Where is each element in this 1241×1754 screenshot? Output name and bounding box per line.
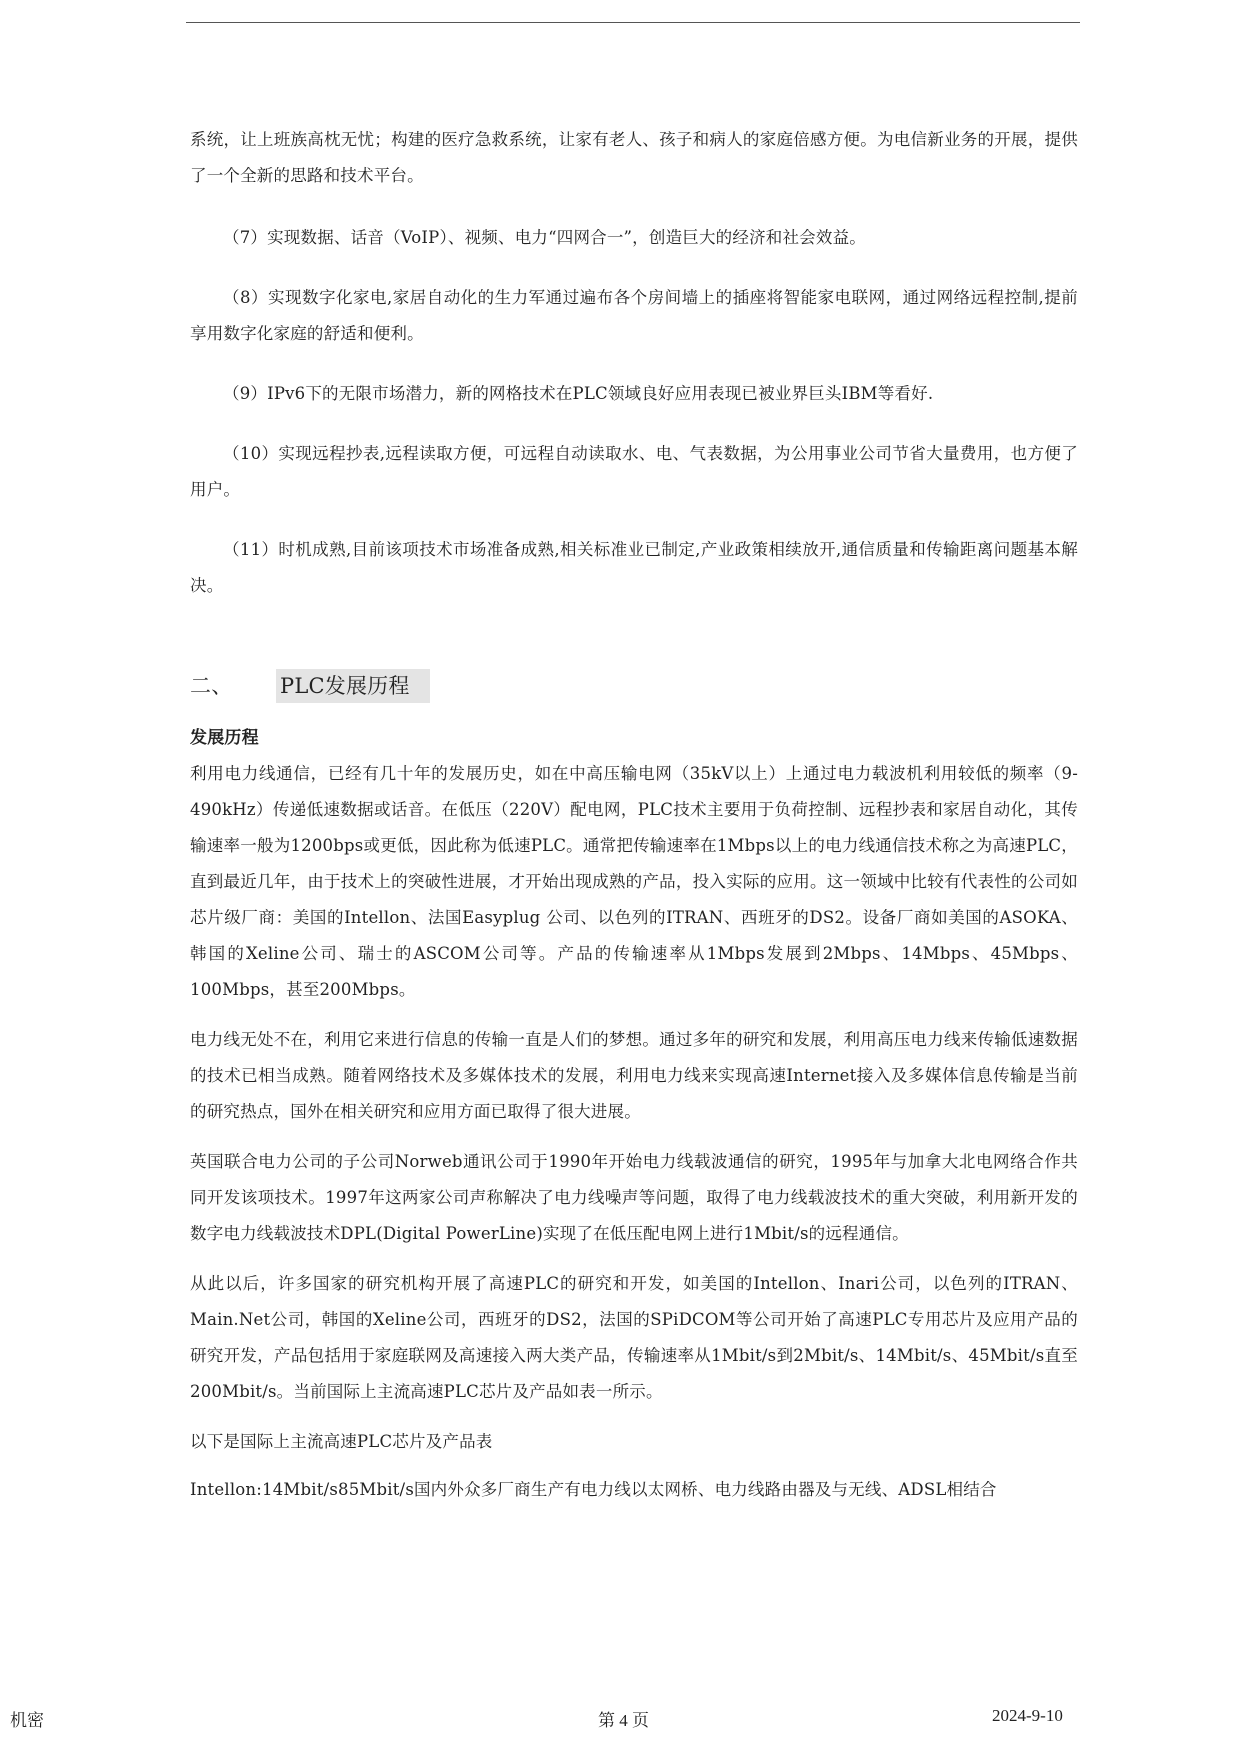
- paragraph-intro: 系统，让上班族高枕无忧；构建的医疗急救系统，让家有老人、孩子和病人的家庭倍感方便。为电信新业务的开展，提供了一个全新的思路和技术平台。: [190, 130, 1078, 185]
- section-number: 二、: [190, 674, 233, 698]
- body-paragraph: Intellon:14Mbit/s85Mbit/s国内外众多厂商生产有电力线以太网桥、电力线路由器及与无线、ADSL相结合: [190, 1480, 997, 1499]
- section-heading: [190, 668, 1078, 704]
- list-item-10: （10）实现远程抄表,远程读取方便，可远程自动读取水、电、气表数据，为公用事业公司节省大量费用，也方便了用户。: [190, 444, 1078, 499]
- subheading: 发展历程: [190, 728, 259, 748]
- document-body: [190, 122, 1078, 1522]
- footer-confidential: 机密: [10, 1711, 44, 1730]
- footer-date: 2024-9-10: [992, 1706, 1063, 1725]
- body-paragraph: 电力线无处不在，利用它来进行信息的传输一直是人们的梦想。通过多年的研究和发展，利用高压电力线来传输低速数据的技术已相当成熟。随着网络技术及多媒体技术的发展，利用电力线来实现高速Internet接入及多媒体信息传输是当前的研究热点，国外在相关研究和应用方面已取得了很大进展。: [190, 1030, 1078, 1121]
- list-item-11: （11）时机成熟,目前该项技术市场准备成熟,相关标准业已制定,产业政策相续放开,通信质量和传输距离问题基本解决。: [190, 540, 1078, 595]
- page-footer: [0, 1706, 1241, 1730]
- body-paragraph: 利用电力线通信，已经有几十年的发展历史，如在中高压输电网（35kV以上）上通过电力载波机利用较低的频率（9-490kHz）传递低速数据或话音。在低压（220V）配电网，PLC技术主要用于负荷控制、远程抄表和家居自动化，其传输速率一般为1200bps或更低，因此称为低速PLC。通常把传输速率在1Mbps以上的电力线通信技术称之为高速PLC，直到最近几年，由于技术上的突破性进展，才开始出现成熟的产品，投入实际的应用。这一领域中比较有代表性的公司如芯片级厂商：美国的Intellon、法国Easyplug 公司、以色列的ITRAN、西班牙的DS2。设备厂商如美国的ASOKA、韩国的Xeline公司、瑞士的ASCOM公司等。产品的传输速率从1Mbps发展到2Mbps、14Mbps、45Mbps、100Mbps，甚至200Mbps。: [190, 764, 1078, 999]
- list-item-7: （7）实现数据、话音（VoIP）、视频、电力“四网合一”，创造巨大的经济和社会效益。: [223, 228, 866, 247]
- page-number: 第 4 页: [598, 1711, 649, 1730]
- header-rule: [186, 22, 1080, 23]
- list-item-8: （8）实现数字化家电,家居自动化的生力军通过遍布各个房间墙上的插座将智能家电联网，通过网络远程控制,提前享用数字化家庭的舒适和便利。: [190, 288, 1078, 343]
- section-title: PLC发展历程: [276, 669, 430, 703]
- body-paragraph: 英国联合电力公司的子公司Norweb通讯公司于1990年开始电力线载波通信的研究，1995年与加拿大北电网络合作共同开发该项技术。1997年这两家公司声称解决了电力线噪声等问题，取得了电力线载波技术的重大突破，利用新开发的数字电力线载波技术DPL(Digital PowerLine)实现了在低压配电网上进行1Mbit/s的远程通信。: [190, 1152, 1078, 1243]
- body-paragraph: 从此以后，许多国家的研究机构开展了高速PLC的研究和开发，如美国的Intellon、Inari公司，以色列的ITRAN、Main.Net公司，韩国的Xeline公司，西班牙的DS2，法国的SPiDCOM等公司开始了高速PLC专用芯片及应用产品的研究开发，产品包括用于家庭联网及高速接入两大类产品，传输速率从1Mbit/s到2Mbit/s、14Mbit/s、45Mbit/s直至200Mbit/s。当前国际上主流高速PLC芯片及产品如表一所示。: [190, 1274, 1078, 1401]
- list-item-9: （9）IPv6下的无限市场潜力，新的网格技术在PLC领域良好应用表现已被业界巨头IBM等看好.: [223, 384, 934, 403]
- body-paragraph: 以下是国际上主流高速PLC芯片及产品表: [190, 1432, 493, 1451]
